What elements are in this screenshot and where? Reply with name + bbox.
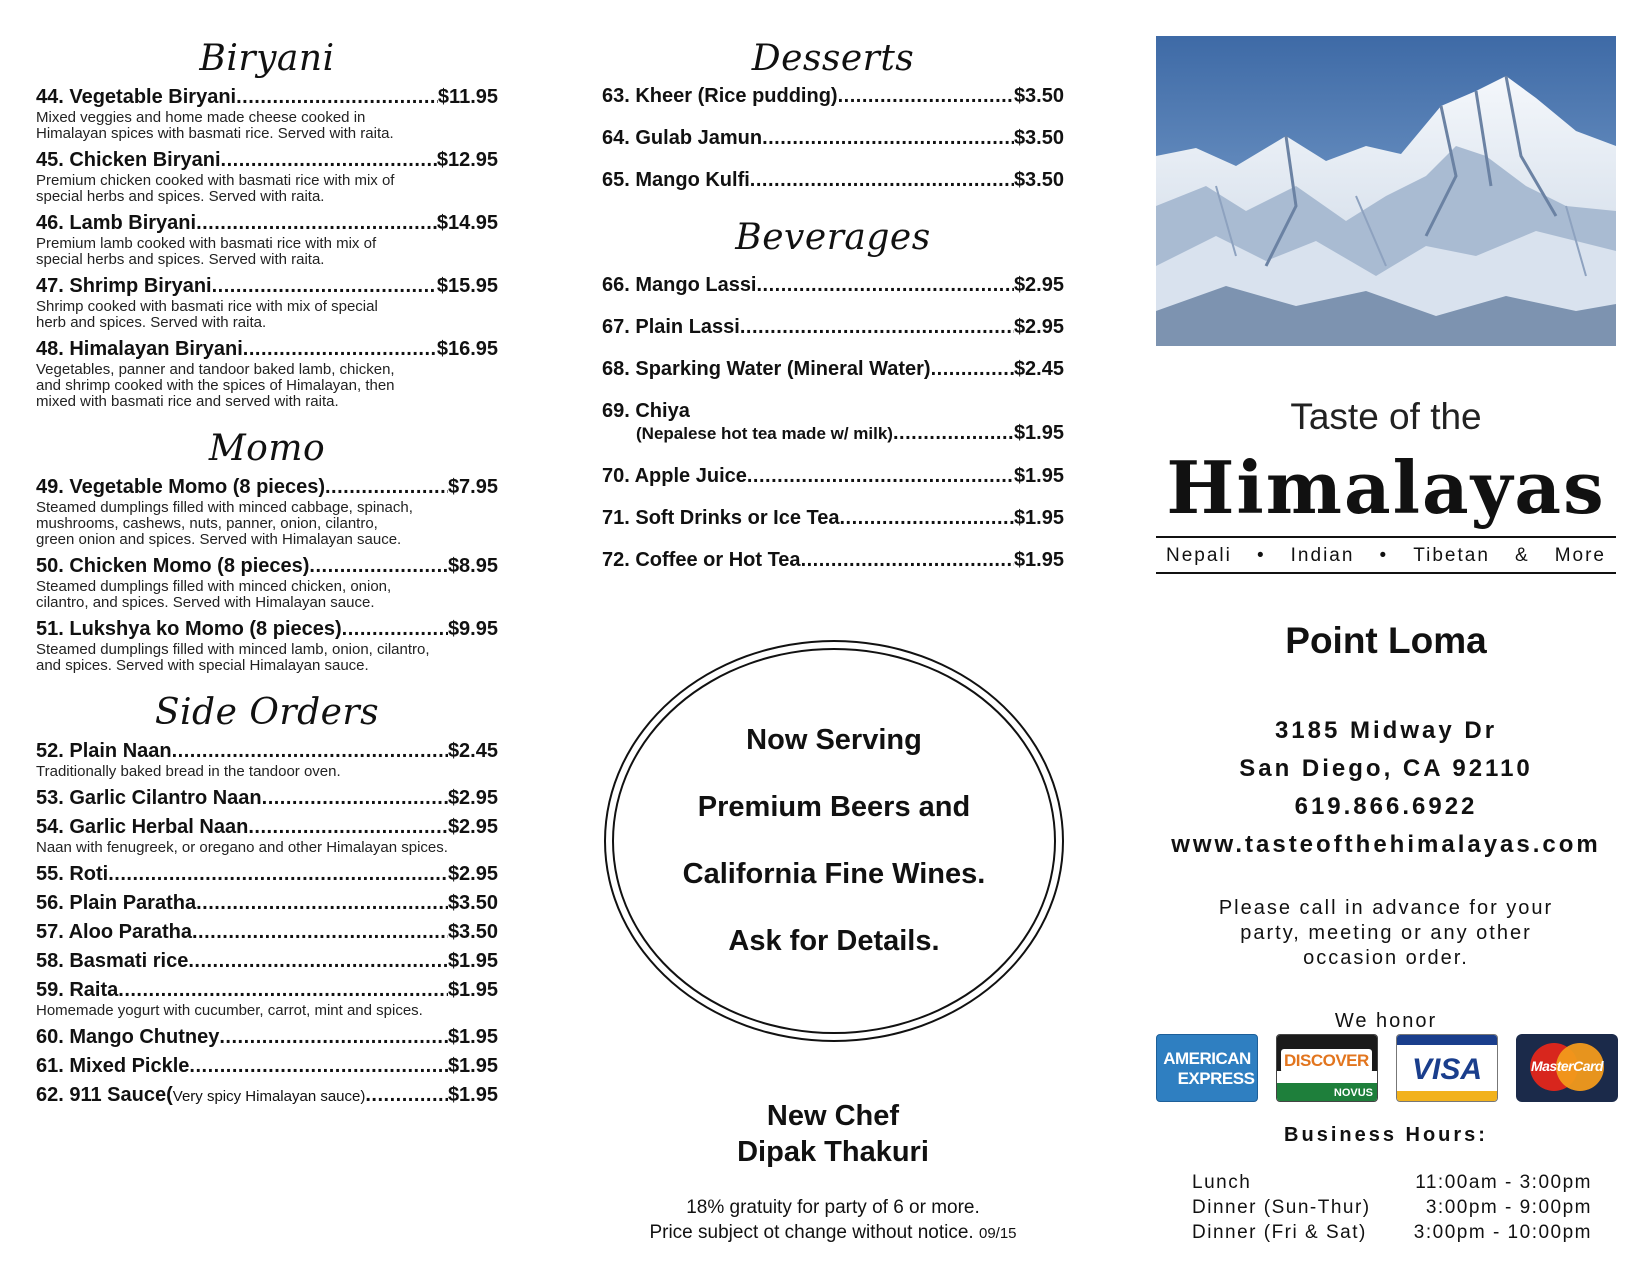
cuisine-tagline [1156, 545, 1616, 567]
side-orders-list [36, 740, 498, 1108]
menu-item-note: Very spicy Himalayan sauce) [172, 1088, 366, 1105]
brand-logo-text: Himalayas [1166, 445, 1606, 530]
menu-item [602, 400, 1064, 445]
menu-item [602, 507, 1064, 529]
dot-leader [262, 787, 448, 809]
menu-item-row [602, 316, 1064, 338]
advance-line: Please call in advance for your [1218, 897, 1554, 919]
brand-rule-top [1156, 536, 1616, 538]
menu-item-subtitle: (Nepalese hot tea made w/ milk) [636, 424, 893, 443]
menu-item [36, 816, 498, 856]
dot-leader [236, 86, 438, 108]
menu-item-price: $2.45 [1013, 358, 1064, 380]
dot-leader [893, 422, 1014, 444]
dot-leader [248, 816, 448, 838]
menu-item-name: 53. Garlic Cilantro Naan [36, 787, 262, 809]
menu-item-name: 56. Plain Paratha [36, 892, 197, 914]
visa-label: VISA [1411, 1053, 1483, 1086]
brand-rule-bottom [1156, 572, 1616, 574]
menu-item-name: 46. Lamb Biryani [36, 212, 197, 234]
menu-item-name: 47. Shrimp Biryani [36, 275, 212, 297]
menu-item-price: $12.95 [436, 149, 498, 171]
menu-item-price: $1.95 [447, 1026, 498, 1048]
menu-item-price: $3.50 [1013, 85, 1064, 107]
mastercard-card-logo [1516, 1034, 1618, 1102]
menu-item [602, 274, 1064, 296]
menu-item-name: 48. Himalayan Biryani [36, 338, 243, 360]
menu-item-row [602, 358, 1064, 380]
tag-dot: • [1256, 545, 1266, 566]
menu-item-description: Traditionally baked bread in the tandoor oven. [36, 763, 341, 780]
dot-leader [196, 212, 437, 234]
new-chef-notice [602, 1098, 1064, 1170]
menu-item-price: $8.95 [447, 555, 498, 577]
menu-item [602, 169, 1064, 191]
menu-item-name: 50. Chicken Momo (8 pieces) [36, 555, 310, 577]
date-code: 09/15 [978, 1225, 1017, 1242]
menu-item-row [602, 465, 1064, 487]
menu-item [36, 1026, 498, 1048]
menu-item-price: $2.95 [447, 816, 498, 838]
menu-item-price: $16.95 [436, 338, 498, 360]
menu-item-price: $1.95 [1013, 549, 1064, 571]
dot-leader [740, 316, 1014, 338]
tag-indian: Indian [1290, 545, 1355, 566]
menu-item [36, 979, 498, 1019]
location-name: Point Loma [1285, 620, 1487, 661]
footer-notes [602, 1195, 1064, 1246]
menu-item-row [36, 1055, 498, 1077]
menu-item-row [36, 787, 498, 809]
menu-item-price: $3.50 [1013, 127, 1064, 149]
dot-leader [325, 476, 448, 498]
visa-card-logo [1396, 1034, 1498, 1102]
dot-leader [365, 1084, 448, 1106]
dot-leader [192, 921, 448, 943]
menu-item-name: 57. Aloo Paratha [36, 921, 192, 943]
menu-item-price: $1.95 [1013, 422, 1064, 444]
menu-item-row [602, 85, 1064, 107]
dot-leader [189, 1055, 448, 1077]
promo-oval [604, 640, 1064, 1042]
menu-item-row [36, 275, 498, 297]
menu-item-price: $2.95 [447, 863, 498, 885]
menu-item-description: green onion and spices. Served with Himalayan sauce. [36, 531, 402, 548]
menu-item-name: 66. Mango Lassi [602, 274, 757, 296]
menu-item [602, 316, 1064, 338]
menu-item-description: mushrooms, cashews, nuts, panner, onion, cilantro, [36, 515, 378, 532]
menu-item-row [36, 476, 498, 498]
tag-tibetan: Tibetan [1413, 545, 1490, 566]
menu-item-description: cilantro, and spices. Served with Himalayan sauce. [36, 594, 375, 611]
menu-item-name: 44. Vegetable Biryani [36, 86, 237, 108]
promo-line: Ask for Details. [728, 925, 940, 957]
menu-item [36, 476, 498, 548]
tag-nepali: Nepali [1166, 545, 1232, 566]
menu-item-description: Premium lamb cooked with basmati rice with mix of [36, 235, 377, 252]
menu-item-row [36, 979, 498, 1001]
hours-label: Dinner (Fri & Sat) [1192, 1222, 1367, 1243]
menu-item-price: $14.95 [436, 212, 498, 234]
menu-item-name: 62. 911 Sauce( [36, 1084, 173, 1106]
hours-label: Dinner (Sun-Thur) [1192, 1197, 1371, 1218]
menu-item-description: special herbs and spices. Served with raita. [36, 251, 325, 268]
we-honor-label: We honor [1334, 1010, 1438, 1032]
menu-item-row [36, 892, 498, 914]
section-title-momo: Momo [208, 428, 326, 469]
menu-item-description: Steamed dumplings filled with minced chicken, onion, [36, 578, 392, 595]
menu-item-description: mixed with basmati rice and served with raita. [36, 393, 339, 410]
business-hours-title: Business Hours: [1284, 1124, 1488, 1146]
hours-time: 11:00am - 3:00pm [1415, 1172, 1592, 1193]
menu-item-row [36, 1084, 498, 1108]
menu-item-description: Vegetables, panner and tandoor baked lamb, chicken, [36, 361, 395, 378]
price-change-note: Price subject ot change without notice. [649, 1222, 974, 1243]
menu-item [36, 1084, 498, 1108]
hours-row [1192, 1220, 1592, 1245]
menu-item-description: Mixed veggies and home made cheese cooked in [36, 109, 366, 126]
menu-item-name: 55. Roti [36, 863, 109, 885]
menu-item-row [602, 507, 1064, 529]
menu-item-row [36, 1026, 498, 1048]
menu-item-name: 63. Kheer (Rice pudding) [602, 85, 838, 107]
menu-item [36, 787, 498, 809]
menu-item-price: $1.95 [1013, 507, 1064, 529]
dot-leader [747, 465, 1014, 487]
menu-item-name: 54. Garlic Herbal Naan [36, 816, 249, 838]
menu-item-name: 65. Mango Kulfi [602, 169, 750, 191]
menu-item-row [36, 555, 498, 577]
desserts-list [602, 85, 1064, 191]
menu-item-description: Homemade yogurt with cucumber, carrot, mint and spices. [36, 1002, 423, 1019]
menu-item-name: 52. Plain Naan [36, 740, 172, 762]
menu-item-name: 45. Chicken Biryani [36, 149, 221, 171]
discover-card-logo [1276, 1034, 1378, 1102]
dot-leader [931, 358, 1014, 380]
menu-item-price: $2.95 [447, 787, 498, 809]
menu-item [36, 892, 498, 914]
menu-item-row [36, 212, 498, 234]
menu-item-row [36, 816, 498, 838]
tag-more: More [1554, 545, 1606, 566]
menu-item-price: $1.95 [1013, 465, 1064, 487]
menu-item-name: 51. Lukshya ko Momo (8 pieces) [36, 618, 342, 640]
dot-leader [762, 127, 1014, 149]
menu-item-name: 67. Plain Lassi [602, 316, 740, 338]
amex-label-1: AMERICAN [1163, 1049, 1251, 1068]
menu-item-description: Himalayan spices with basmati rice. Served with raita. [36, 125, 394, 142]
menu-item [602, 358, 1064, 380]
menu-item-price: $2.45 [447, 740, 498, 762]
promo-line: Now Serving [746, 724, 922, 756]
dot-leader [243, 338, 437, 360]
beverages-list [602, 274, 1064, 571]
menu-item-name: 58. Basmati rice [36, 950, 189, 972]
menu-item-price: $7.95 [447, 476, 498, 498]
menu-item-name: 64. Gulab Jamun [602, 127, 763, 149]
dot-leader [196, 892, 448, 914]
menu-item-description: Naan with fenugreek, or oregano and other Himalayan spices. [36, 839, 448, 856]
menu-item-price: $9.95 [447, 618, 498, 640]
menu-item-name: 72. Coffee or Hot Tea [602, 549, 801, 571]
menu-item-description: herb and spices. Served with raita. [36, 314, 267, 331]
hours-row [1192, 1170, 1592, 1195]
hours-label: Lunch [1192, 1172, 1252, 1193]
brand-tagline-top: Taste of the [1290, 396, 1482, 437]
menu-item-row [602, 422, 1064, 445]
menu-item-name: 60. Mango Chutney [36, 1026, 220, 1048]
mastercard-label: MasterCard [1530, 1058, 1604, 1074]
menu-item-description: special herbs and spices. Served with raita. [36, 188, 325, 205]
menu-item-name: 71. Soft Drinks or Ice Tea [602, 507, 840, 529]
dot-leader [221, 149, 437, 171]
tag-ampersand: & [1514, 545, 1530, 566]
price-note-row [602, 1220, 1064, 1246]
contact-block [1156, 712, 1616, 864]
menu-item [36, 618, 498, 674]
momo-list [36, 476, 498, 674]
address-line-1: 3185 Midway Dr [1274, 717, 1498, 744]
menu-item-row [36, 618, 498, 640]
menu-item [36, 950, 498, 972]
menu-item [36, 863, 498, 885]
advance-order-note [1156, 896, 1616, 971]
menu-item-row [36, 149, 498, 171]
dot-leader [801, 549, 1014, 571]
discover-label: DISCOVER [1281, 1049, 1372, 1073]
mountain-image [1156, 36, 1616, 346]
menu-item-row [36, 921, 498, 943]
chef-line-2: Dipak Thakuri [737, 1136, 929, 1168]
menu-item [36, 740, 498, 780]
payment-cards [1156, 1034, 1618, 1104]
dot-leader [108, 863, 448, 885]
menu-item-row [602, 400, 1064, 422]
menu-item-row [36, 338, 498, 360]
promo-line: California Fine Wines. [682, 858, 986, 890]
menu-item-description: Shrimp cooked with basmati rice with mix of special [36, 298, 378, 315]
section-title-desserts: Desserts [751, 38, 915, 79]
menu-item-description: Steamed dumplings filled with minced lamb, onion, cilantro, [36, 641, 430, 658]
hours-time: 3:00pm - 9:00pm [1425, 1197, 1592, 1218]
section-title-biryani: Biryani [199, 38, 335, 79]
menu-item [36, 275, 498, 331]
dot-leader [188, 950, 448, 972]
menu-item-price: $3.50 [447, 892, 498, 914]
menu-item-row [36, 86, 498, 108]
menu-item-price: $3.50 [447, 921, 498, 943]
menu-item [602, 465, 1064, 487]
menu-item-price: $11.95 [437, 86, 498, 108]
menu-item-price: $3.50 [1013, 169, 1064, 191]
menu-item [36, 921, 498, 943]
menu-item-price: $2.95 [1013, 274, 1064, 296]
tag-dot: • [1379, 545, 1389, 566]
menu-item-row [36, 740, 498, 762]
menu-item-row [602, 127, 1064, 149]
hours-time: 3:00pm - 10:00pm [1413, 1222, 1592, 1243]
advance-line: occasion order. [1303, 947, 1469, 969]
menu-item-price: $1.95 [447, 979, 498, 1001]
menu-item-description: Premium chicken cooked with basmati rice with mix of [36, 172, 395, 189]
menu-item-name: 59. Raita [36, 979, 119, 1001]
menu-item-name: 69. Chiya [602, 400, 690, 422]
menu-item-row [36, 863, 498, 885]
menu-item-price: $15.95 [436, 275, 498, 297]
hours-row [1192, 1195, 1592, 1220]
menu-item-description: Steamed dumplings filled with minced cabbage, spinach, [36, 499, 413, 516]
gratuity-note: 18% gratuity for party of 6 or more. [686, 1197, 980, 1218]
chef-line-1: New Chef [766, 1100, 900, 1132]
address-line-2: San Diego, CA 92110 [1239, 755, 1533, 782]
promo-line: Premium Beers and [697, 791, 971, 823]
menu-item-name: 61. Mixed Pickle [36, 1055, 190, 1077]
dot-leader [118, 979, 448, 1001]
phone-number: 619.866.6922 [1294, 793, 1478, 820]
menu-item-price: $1.95 [447, 950, 498, 972]
section-title-beverages: Beverages [735, 217, 931, 258]
menu-item [36, 86, 498, 142]
menu-item-row [36, 950, 498, 972]
dot-leader [309, 555, 448, 577]
menu-item-name: 70. Apple Juice [602, 465, 747, 487]
menu-item-name: 49. Vegetable Momo (8 pieces) [36, 476, 325, 498]
menu-item-description: and spices. Served with special Himalayan sauce. [36, 657, 369, 674]
mountain-photo [1156, 36, 1616, 346]
menu-column-middle [602, 0, 1064, 571]
dot-leader [838, 85, 1014, 107]
menu-item [36, 1055, 498, 1077]
menu-item [36, 555, 498, 611]
biryani-list [36, 86, 498, 410]
business-hours-table [1192, 1170, 1592, 1245]
section-title-side-orders: Side Orders [154, 692, 380, 733]
menu-item [36, 338, 498, 410]
menu-item [36, 149, 498, 205]
menu-item-description: and shrimp cooked with the spices of Himalayan, then [36, 377, 395, 394]
promo-oval-inner [612, 648, 1056, 1034]
dot-leader [757, 274, 1014, 296]
menu-item-name: 68. Sparking Water (Mineral Water) [602, 358, 931, 380]
website-link[interactable]: www.tasteofthehimalayas.com [1171, 831, 1601, 858]
menu-item [602, 127, 1064, 149]
menu-item [36, 212, 498, 268]
menu-item-price: $1.95 [447, 1055, 498, 1077]
menu-item-row [602, 169, 1064, 191]
menu-column-left [36, 0, 498, 1108]
dot-leader [219, 1026, 448, 1048]
amex-card-logo [1156, 1034, 1258, 1102]
dot-leader [212, 275, 437, 297]
dot-leader [840, 507, 1014, 529]
dot-leader [342, 618, 448, 640]
dot-leader [750, 169, 1014, 191]
menu-item [602, 85, 1064, 107]
menu-item-price: $2.95 [1013, 316, 1064, 338]
dot-leader [172, 740, 448, 762]
novus-label: NOVUS [1333, 1087, 1373, 1099]
menu-item-price: $1.95 [447, 1084, 498, 1106]
menu-item-row [602, 274, 1064, 296]
menu-item [602, 549, 1064, 571]
advance-line: party, meeting or any other [1240, 922, 1532, 944]
menu-item-row [602, 549, 1064, 571]
amex-label-2: EXPRESS [1177, 1069, 1255, 1088]
